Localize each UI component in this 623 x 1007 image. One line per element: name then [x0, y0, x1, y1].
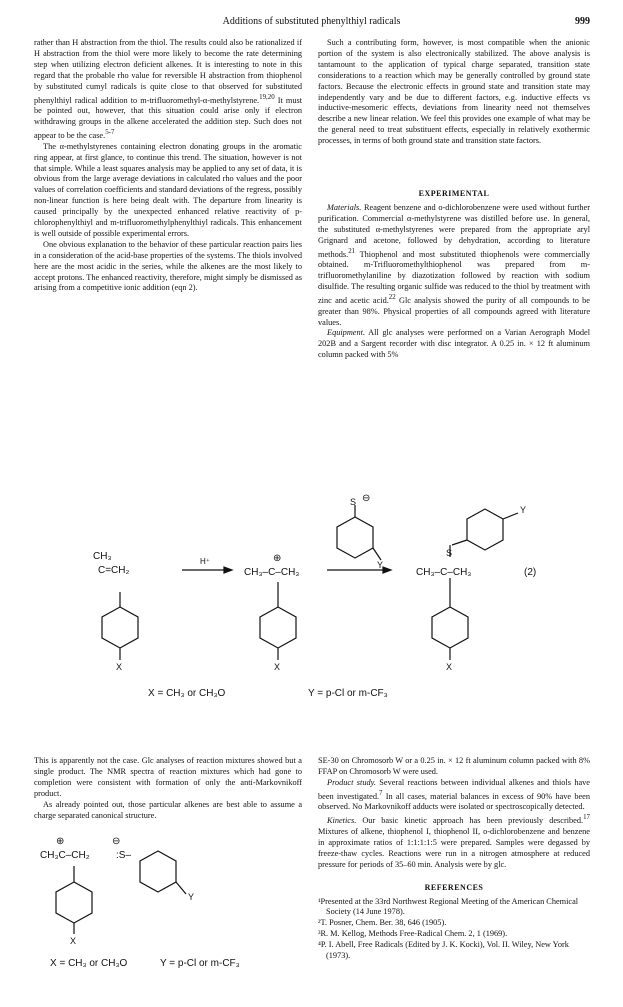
- scheme-ch3: CH₃: [93, 551, 112, 562]
- scheme-s: S: [350, 497, 357, 507]
- paragraph-equipment: Equipment. All glc analyses were performed on a Varian Aerograph Model 202B and a Sargent recorder with disc integrator. A 0.25 in. × 12 ft aluminum column packed with 5%: [318, 328, 590, 360]
- thiophenolate-ring: [337, 517, 373, 558]
- section-heading-references: REFERENCES: [424, 882, 484, 892]
- scheme-y-1: Y: [377, 560, 384, 570]
- benzene-ring-thio: [467, 509, 503, 550]
- scheme-x-2: X: [274, 662, 281, 672]
- struct-x: X: [70, 936, 77, 946]
- paragraph: One obvious explanation to the behavior of these particular reaction pairs lies in a consideration of the acid-base properties of the systems. The thiols involved here are the most acidic in the series, while the alkenes are the most likely to accept protons. The enhanced reactivity, therefore, might simply be dismissed as arising from a competitive ionic addition (eqn 2).: [34, 239, 302, 293]
- paragraph: This is apparently not the case. Glc analyses of reaction mixtures showed but a single product. The NMR spectra of reaction mixtures which had gone to completion were consistent with formation of only the anti-Markovnikoff product.: [34, 756, 302, 798]
- struct-carbocation: CH₃C–CH₂: [40, 850, 90, 861]
- scheme-s-product: S: [446, 548, 453, 558]
- scheme-product: CH₃–C–CH₃: [416, 567, 472, 578]
- right-column-bottom: [318, 756, 590, 962]
- right-column-top: [318, 38, 590, 361]
- equation-number: (2): [524, 567, 537, 578]
- struct-y: Y: [188, 892, 195, 902]
- left-column-top: [34, 38, 302, 294]
- page-number: 999: [575, 16, 590, 27]
- scheme-minus: ⊖: [362, 493, 371, 504]
- paragraph: Such a contributing form, however, is most compatible when the anionic portion of the system is also electronically stabilized. The above analysis is tantamount to the application of typical charge separated, transition state considerations to a reaction which may be generally controlled by ground state factors. Because the electronic effects in ground state and transition state may independently vary and be due to different factors, e.g. inductive effects vs inductive-mesomeric effects, deviations from linearity need not themselves describe a new linear relation. We feel this provides one example of what may be the general need to treat substituent effects, especially in relatively exothermic processes, in terms of both ground state and transition state factors.: [318, 38, 590, 146]
- reference-item: ⁴P. I. Abell, Free Radicals (Edited by J. K. Kocki), Vol. II. Wiley, New York (1973).: [318, 940, 569, 961]
- struct-thiolate: :S–: [116, 850, 132, 861]
- struct-y-definition: Y = p-Cl or m-CF₃: [160, 958, 240, 969]
- scheme-y-definition: Y = p-Cl or m-CF₃: [308, 688, 388, 699]
- paragraph-kinetics: Kinetics. Our basic kinetic approach has been previously described.$^{17}$ Mixtures of alkene, thiophenol I, thiophenol II, o-dichlorobenzene and benzene in approximate ratios of 1:1:1:1:5 were prepared. Samples were degassed by freeze-thaw cycles. Reactions were run in a nitrogen atmosphere at reduced pressure for periods of 35–60 min. Analysis were by glc.: [318, 814, 590, 869]
- scheme-alkene: C=CH₂: [98, 565, 130, 576]
- scheme-hplus: H⁺: [200, 557, 210, 566]
- reference-item: ³R. M. Kellog, Methods Free-Radical Chem. 2, 1 (1969).: [318, 929, 508, 939]
- reference-list: [318, 897, 590, 962]
- scheme-x-definition: X = CH₃ or CH₃O: [148, 688, 226, 699]
- running-title: Additions of substituted phenylthiyl radicals: [222, 16, 401, 27]
- paragraph: rather than H abstraction from the thiol. The results could also be rationalized if H abstraction from the thiol were more likely to become the rate determining step when utilizing electron deficient alkenes. It is interesting to note in this regard that the probable rho value for reversible H abstraction from thiophenol by substituted cumyl radicals is quite close to that observed for substituted phenylthiyl radical addition to m-trifluoromethyl-α-methylstyrene.$^{19,20}$ It must be pointed out, however, that this situation could arise only if electron withdrawing groups in the alkene accelerated the addition step. Such does not appear to be the case.$^{5-7}$: [34, 38, 302, 140]
- scheme-cation: CH₃–C–CH₃: [244, 567, 300, 578]
- struct-x-definition: X = CH₃ or CH₃O: [50, 958, 128, 969]
- benzene-ring-1: [102, 607, 138, 648]
- reference-item: ¹Presented at the 33rd Northwest Regional Meeting of the American Chemical Society (14 June 1978).: [318, 896, 579, 917]
- benzene-ring-bottom: [56, 882, 92, 923]
- section-heading-experimental: EXPERIMENTAL: [418, 189, 490, 199]
- paragraph: As already pointed out, those particular alkenes are best able to assume a charge separated canonical structure.: [34, 799, 302, 820]
- reference-item: ²T. Posner, Chem. Ber. 38, 646 (1905).: [318, 918, 447, 928]
- scheme-x-3: X: [446, 662, 453, 672]
- scheme-plus: ⊕: [273, 553, 282, 564]
- scheme-y-2: Y: [520, 505, 527, 515]
- scheme-x-1: X: [116, 662, 123, 672]
- left-column-bottom: [34, 756, 302, 821]
- benzene-ring-2: [260, 607, 296, 648]
- struct-plus: ⊕: [56, 836, 65, 847]
- benzene-ring-bottom-thio: [140, 851, 176, 892]
- paragraph: SE-30 on Chromosorb W or a 0.25 in. × 12 ft aluminum column packed with 8% FFAP on Chromosorb W were used.: [318, 756, 590, 776]
- benzene-ring-product: [432, 607, 468, 648]
- struct-minus: ⊖: [112, 836, 121, 847]
- paragraph-product-study: Product study. Several reactions between individual alkenes and thiols have been investigated.$^7$ In all cases, material balances in excess of 90% have been observed. No Markovnikoff adducts were isolated or spectroscopically detected.: [318, 777, 590, 812]
- paragraph: The α-methylstyrenes containing electron donating groups in the aromatic ring appear, at first glance, to continue this trend. The situation, however is not that simple. While a least squares analysis may be applied to any set of data, it is obvious from the large average deviations in calculated rho values and the poor values of correlation coefficients and standard deviations of the regress, possibly non-linear function is here being dealt with. The departure from linearity is caused principally by the unexpected enhanced relative reactivity of p-chlorophenylthiyl and m-trifluoromethylphenylthiyl radicals. This enhancement is well outside of possible experimental errors.: [34, 141, 302, 238]
- paragraph-materials: Materials. Reagent benzene and o-dichlorobenzene were used without further purification. Commercial α-methylstyrene was distilled before use. In general, the substituted α-methylstyrenes were prepared from the appropriate aryl Grignard and acetone, followed by dehydration, according to literature methods.$^{21}$ Thiophenol and most substituted thiophenols were commercially obtained. m-Trifluoromethylthiophenol was prepared from m-trifluoromethylaniline by diazotization followed by reaction with sodium disulfide. The resulting organic sulfide was reduced to the thiol by treatment with zinc and acetic acid.$^{22}$ Glc analysis showed the purity of all compounds to be greater than 98%. Physical properties of all compounds agreed with literature values.: [318, 202, 590, 327]
